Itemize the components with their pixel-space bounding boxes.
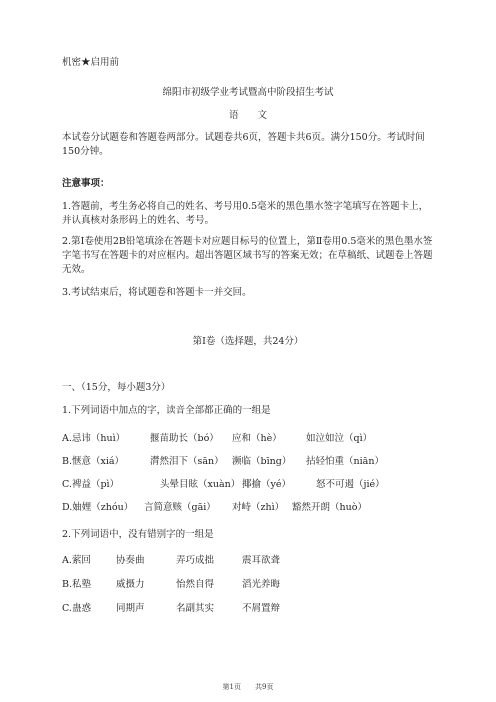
option-word: 拈轻怕重（niān） — [306, 456, 384, 467]
question-2-stem: 2.下列词语中，没有错别字的一组是 — [62, 529, 214, 540]
option-word: 应和（hè） — [232, 433, 282, 444]
option-word: C.裨益（pì） — [62, 479, 120, 490]
option-word: C.蛊惑 — [62, 603, 91, 614]
option-word: 豁然开朗（huò） — [292, 502, 367, 513]
option-word: 同期声 — [116, 603, 145, 614]
option-word: 如泣如泣（qì） — [306, 433, 373, 444]
q1-option-c — [62, 478, 385, 492]
option-word: 震耳欲聋 — [242, 555, 281, 566]
notice-item-3: 3.考试结束后，将试题卷和答题卡一并交回。 — [62, 287, 252, 298]
option-word: 头晕目眩（xuàn） — [160, 479, 241, 490]
option-word: 揠苗助长（bó） — [150, 433, 219, 444]
notice-item-2: 2.第Ⅰ卷使用2B铅笔填涂在答题卡对应题目标号的位置上，第Ⅱ卷用0.5毫米的黑色墨水签字笔书写在答题卡的对应框内。超出答题区域书写的答案无效；在草稿纸、试题卷上答题无效。 — [62, 236, 433, 275]
question-1-stem: 1.下列词语中加点的字，读音全部都正确的一组是 — [62, 405, 271, 416]
option-word: 协奏曲 — [116, 555, 145, 566]
exam-intro: 本试卷分试题卷和答题卷两部分。试题卷共6页，答题卡共6页。满分150分。考试时间150分钟。 — [62, 132, 425, 157]
option-word: A.萦回 — [62, 555, 91, 566]
option-word: 怒不可遏（jié） — [316, 479, 385, 490]
section-title: 第Ⅰ卷（选择题，共24分） — [192, 336, 304, 347]
option-word: 弄巧成拙 — [176, 555, 215, 566]
option-word: D.妯娌（zhóu） — [62, 502, 134, 513]
option-word: A.忌讳（huì） — [62, 433, 126, 444]
subject-title: 语 文 — [228, 110, 267, 121]
option-word: 潸然泪下（sān） — [150, 456, 224, 467]
option-word: 名副其实 — [176, 603, 215, 614]
q1-option-a — [62, 432, 372, 446]
option-word: 不屑置辩 — [242, 603, 281, 614]
q2-option-b — [62, 578, 280, 592]
exam-title: 绵阳市初级学业考试暨高中阶段招生考试 — [162, 87, 334, 98]
q1-option-b — [62, 455, 384, 469]
q1-option-d — [62, 501, 367, 515]
option-word: B.惬意（xiá） — [62, 456, 125, 467]
option-word: 言简意赅（gāi） — [144, 502, 216, 513]
part-heading: 一、（15分，每小题3分） — [62, 382, 171, 393]
option-word: 怡然自得 — [176, 579, 215, 590]
option-word: 对峙（zhì） — [232, 502, 285, 513]
q2-option-c — [62, 602, 280, 616]
notice-heading: 注意事项： — [62, 178, 110, 189]
q2-option-a — [62, 554, 280, 568]
page-footer: 第1页 共9页 — [222, 683, 274, 691]
notice-item-1: 1.答题前，考生务必将自己的姓名、考号用0.5毫米的黑色墨水签字笔填写在答题卡上，并认真核对条形码上的姓名、考号。 — [62, 201, 429, 226]
option-word: 濒临（bīng） — [232, 456, 292, 467]
option-word: 威摄力 — [116, 579, 145, 590]
confidential-label: 机密★启用前 — [62, 57, 120, 68]
option-word: B.私塾 — [62, 579, 92, 590]
option-word: 揶揄（yé） — [242, 479, 291, 490]
option-word: 滔光养晦 — [242, 579, 281, 590]
